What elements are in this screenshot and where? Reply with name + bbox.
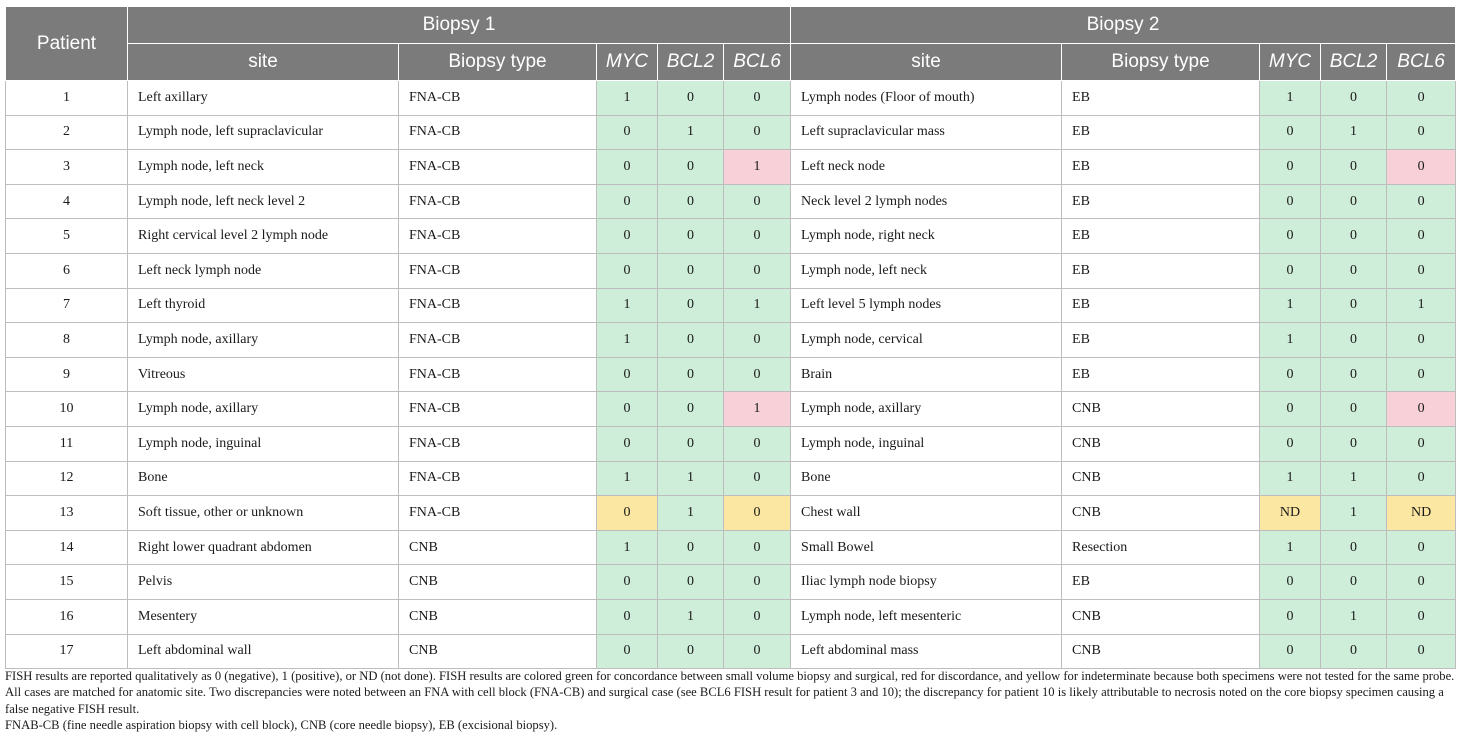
myc2-cell: 0 [1260,565,1321,600]
bcl2-2-cell: 0 [1321,634,1387,669]
bcl6-1-cell: 0 [724,115,791,150]
bcl2-2-cell: 0 [1321,323,1387,358]
site1-cell: Right cervical level 2 lymph node [128,219,399,254]
bcl2-1-cell: 0 [658,565,724,600]
patient-cell: 2 [6,115,128,150]
bcl2-1-cell: 0 [658,392,724,427]
myc1-header: MYC [597,44,658,81]
biopsy-type1-cell: CNB [399,530,597,565]
patient-cell: 16 [6,599,128,634]
biopsy-type2-cell: EB [1062,565,1260,600]
biopsy-type1-cell: FNA-CB [399,323,597,358]
patient-cell: 4 [6,184,128,219]
site2-cell: Left supraclavicular mass [791,115,1062,150]
myc2-cell: 1 [1260,288,1321,323]
myc2-cell: 1 [1260,323,1321,358]
biopsy-type1-cell: FNA-CB [399,184,597,219]
fish-results-table [5,6,1456,669]
bcl2-1-cell: 0 [658,426,724,461]
biopsy1-header: Biopsy 1 [128,7,791,44]
bcl2-1-cell: 0 [658,184,724,219]
bcl6-1-cell: 0 [724,634,791,669]
table-body [6,81,1456,669]
biopsy-type2-cell: CNB [1062,634,1260,669]
site2-cell: Lymph node, left neck [791,253,1062,288]
table-row [6,634,1456,669]
site2-cell: Neck level 2 lymph nodes [791,184,1062,219]
bcl6-1-cell: 0 [724,565,791,600]
bcl6-1-cell: 0 [724,461,791,496]
bcl6-2-cell: 0 [1387,323,1456,358]
bcl2-2-header: BCL2 [1321,44,1387,81]
site2-header: site [791,44,1062,81]
biopsy-type1-cell: FNA-CB [399,115,597,150]
myc2-cell: 0 [1260,392,1321,427]
bcl6-2-cell: 0 [1387,426,1456,461]
site1-header: site [128,44,399,81]
bcl6-2-cell: 0 [1387,115,1456,150]
myc2-cell: 0 [1260,115,1321,150]
myc1-cell: 0 [597,496,658,531]
bcl6-1-cell: 0 [724,426,791,461]
bcl6-1-cell: 1 [724,150,791,185]
patient-cell: 15 [6,565,128,600]
site2-cell: Lymph node, inguinal [791,426,1062,461]
myc1-cell: 0 [597,150,658,185]
site1-cell: Lymph node, left neck level 2 [128,184,399,219]
table-row [6,115,1456,150]
myc2-cell: 1 [1260,81,1321,116]
biopsy2-header: Biopsy 2 [791,7,1456,44]
site1-cell: Soft tissue, other or unknown [128,496,399,531]
biopsy-type2-cell: EB [1062,184,1260,219]
bcl2-2-cell: 1 [1321,461,1387,496]
myc1-cell: 0 [597,392,658,427]
bcl6-2-cell: 0 [1387,219,1456,254]
biopsy-type1-cell: FNA-CB [399,253,597,288]
site1-cell: Lymph node, left neck [128,150,399,185]
bcl6-1-cell: 0 [724,81,791,116]
bcl2-1-cell: 0 [658,288,724,323]
bcl6-2-cell: 0 [1387,461,1456,496]
bcl2-2-cell: 0 [1321,565,1387,600]
bcl6-2-cell: 0 [1387,634,1456,669]
bcl2-2-cell: 0 [1321,81,1387,116]
patient-cell: 1 [6,81,128,116]
site2-cell: Lymph node, right neck [791,219,1062,254]
biopsy-type2-cell: CNB [1062,599,1260,634]
patient-cell: 14 [6,530,128,565]
site2-cell: Left neck node [791,150,1062,185]
biopsy-type2-cell: CNB [1062,496,1260,531]
myc2-cell: 0 [1260,219,1321,254]
biopsy-type1-cell: FNA-CB [399,357,597,392]
table-row [6,530,1456,565]
bcl6-1-header: BCL6 [724,44,791,81]
bcl6-2-cell: 0 [1387,150,1456,185]
myc2-cell: 0 [1260,599,1321,634]
biopsy-type2-cell: EB [1062,323,1260,358]
bcl6-1-cell: 0 [724,530,791,565]
patient-cell: 12 [6,461,128,496]
site1-cell: Lymph node, axillary [128,392,399,427]
patient-cell: 8 [6,323,128,358]
site1-cell: Left thyroid [128,288,399,323]
bcl2-2-cell: 0 [1321,530,1387,565]
bcl6-2-cell: 1 [1387,288,1456,323]
site2-cell: Lymph node, cervical [791,323,1062,358]
bcl6-1-cell: 0 [724,219,791,254]
table-row [6,426,1456,461]
table-row [6,392,1456,427]
bcl6-2-cell: 0 [1387,565,1456,600]
myc1-cell: 0 [597,184,658,219]
table-row [6,150,1456,185]
bcl2-2-cell: 1 [1321,599,1387,634]
bcl2-1-cell: 0 [658,253,724,288]
table-row [6,253,1456,288]
site2-cell: Lymph node, left mesenteric [791,599,1062,634]
site1-cell: Lymph node, axillary [128,323,399,358]
site1-cell: Pelvis [128,565,399,600]
bcl2-1-cell: 0 [658,357,724,392]
myc2-cell: 1 [1260,461,1321,496]
biopsy-type1-cell: FNA-CB [399,288,597,323]
bcl6-1-cell: 0 [724,253,791,288]
biopsy-type1-header: Biopsy type [399,44,597,81]
patient-cell: 17 [6,634,128,669]
footnote-legend: FISH results are reported qualitatively as 0 (negative), 1 (positive), or ND (not done). FISH results are colored green for concordance between small volume biopsy and surgical, red for discordance, and yellow for indeterminate because both specimens were not tested for the same probe. All cases are matched for anatomic site. Two discrepancies were noted between an FNA with cell block (FNA-CB) and surgical case (see BCL6 FISH result for patient 3 and 10); the discrepancy for patient 10 is likely attributable to necrosis noted on the core biopsy specimen causing a false negative FISH result. [5,669,1455,716]
bcl2-2-cell: 0 [1321,426,1387,461]
site1-cell: Vitreous [128,357,399,392]
myc1-cell: 0 [597,357,658,392]
myc1-cell: 0 [597,253,658,288]
myc2-cell: 0 [1260,150,1321,185]
patient-cell: 7 [6,288,128,323]
patient-cell: 11 [6,426,128,461]
biopsy-type1-cell: CNB [399,565,597,600]
myc2-header: MYC [1260,44,1321,81]
bcl2-1-cell: 0 [658,219,724,254]
biopsy-type2-cell: CNB [1062,392,1260,427]
bcl2-2-cell: 0 [1321,150,1387,185]
bcl2-1-cell: 1 [658,461,724,496]
table-row [6,496,1456,531]
biopsy-type2-cell: Resection [1062,530,1260,565]
biopsy-type2-cell: EB [1062,288,1260,323]
table-row [6,81,1456,116]
site2-cell: Left abdominal mass [791,634,1062,669]
site1-cell: Left abdominal wall [128,634,399,669]
myc1-cell: 1 [597,323,658,358]
site2-cell: Left level 5 lymph nodes [791,288,1062,323]
bcl6-2-cell: 0 [1387,392,1456,427]
bcl2-1-cell: 1 [658,115,724,150]
myc1-cell: 0 [597,426,658,461]
bcl2-2-cell: 0 [1321,357,1387,392]
bcl2-1-cell: 0 [658,634,724,669]
bcl2-1-cell: 0 [658,530,724,565]
biopsy-type2-cell: EB [1062,219,1260,254]
myc1-cell: 0 [597,565,658,600]
bcl6-2-cell: 0 [1387,184,1456,219]
bcl2-1-cell: 1 [658,599,724,634]
table-row [6,184,1456,219]
biopsy-type2-cell: EB [1062,253,1260,288]
site1-cell: Right lower quadrant abdomen [128,530,399,565]
table-footnotes [5,668,1457,734]
site2-cell: Lymph node, axillary [791,392,1062,427]
bcl2-1-header: BCL2 [658,44,724,81]
bcl6-2-cell: 0 [1387,530,1456,565]
footnote-abbreviations: FNAB-CB (fine needle aspiration biopsy with cell block), CNB (core needle biopsy), EB (excisional biopsy). [5,718,558,733]
biopsy-type1-cell: FNA-CB [399,81,597,116]
myc2-cell: ND [1260,496,1321,531]
bcl6-1-cell: 0 [724,496,791,531]
site2-cell: Iliac lymph node biopsy [791,565,1062,600]
site1-cell: Lymph node, inguinal [128,426,399,461]
patient-cell: 10 [6,392,128,427]
bcl2-2-cell: 0 [1321,392,1387,427]
biopsy-type2-cell: EB [1062,150,1260,185]
table-row [6,219,1456,254]
patient-header: Patient [6,7,128,81]
bcl2-1-cell: 1 [658,496,724,531]
site1-cell: Lymph node, left supraclavicular [128,115,399,150]
bcl2-2-cell: 0 [1321,219,1387,254]
site1-cell: Bone [128,461,399,496]
bcl2-2-cell: 0 [1321,253,1387,288]
myc1-cell: 0 [597,599,658,634]
myc1-cell: 1 [597,530,658,565]
myc2-cell: 0 [1260,253,1321,288]
myc1-cell: 0 [597,634,658,669]
site2-cell: Brain [791,357,1062,392]
bcl6-2-cell: 0 [1387,81,1456,116]
myc1-cell: 0 [597,219,658,254]
table-header [6,7,1456,81]
site1-cell: Left axillary [128,81,399,116]
bcl2-2-cell: 1 [1321,115,1387,150]
site2-cell: Bone [791,461,1062,496]
bcl6-1-cell: 0 [724,357,791,392]
myc2-cell: 0 [1260,634,1321,669]
table-row [6,599,1456,634]
bcl6-2-cell: 0 [1387,599,1456,634]
table-row [6,565,1456,600]
table-row [6,357,1456,392]
biopsy-type2-cell: EB [1062,357,1260,392]
bcl2-2-cell: 1 [1321,496,1387,531]
patient-cell: 3 [6,150,128,185]
biopsy-type1-cell: CNB [399,634,597,669]
bcl2-1-cell: 0 [658,150,724,185]
biopsy-type2-cell: CNB [1062,461,1260,496]
bcl2-2-cell: 0 [1321,288,1387,323]
site1-cell: Left neck lymph node [128,253,399,288]
patient-cell: 6 [6,253,128,288]
fish-results-table-container [5,6,1455,669]
myc2-cell: 0 [1260,184,1321,219]
myc1-cell: 0 [597,115,658,150]
table-row [6,288,1456,323]
biopsy-type1-cell: FNA-CB [399,496,597,531]
myc2-cell: 1 [1260,530,1321,565]
bcl6-1-cell: 1 [724,392,791,427]
biopsy-type1-cell: FNA-CB [399,461,597,496]
myc2-cell: 0 [1260,426,1321,461]
biopsy-type1-cell: FNA-CB [399,150,597,185]
biopsy-type2-cell: EB [1062,81,1260,116]
patient-cell: 13 [6,496,128,531]
bcl2-2-cell: 0 [1321,184,1387,219]
bcl6-2-header: BCL6 [1387,44,1456,81]
myc1-cell: 1 [597,288,658,323]
myc2-cell: 0 [1260,357,1321,392]
bcl6-1-cell: 0 [724,323,791,358]
bcl6-1-cell: 0 [724,184,791,219]
bcl6-1-cell: 0 [724,599,791,634]
site1-cell: Mesentery [128,599,399,634]
table-row [6,461,1456,496]
biopsy-type2-cell: EB [1062,115,1260,150]
bcl6-2-cell: 0 [1387,357,1456,392]
patient-cell: 9 [6,357,128,392]
site2-cell: Chest wall [791,496,1062,531]
patient-cell: 5 [6,219,128,254]
bcl6-2-cell: 0 [1387,253,1456,288]
site2-cell: Small Bowel [791,530,1062,565]
biopsy-type2-cell: CNB [1062,426,1260,461]
bcl2-1-cell: 0 [658,323,724,358]
biopsy-type1-cell: FNA-CB [399,392,597,427]
biopsy-type1-cell: FNA-CB [399,219,597,254]
biopsy-type1-cell: FNA-CB [399,426,597,461]
bcl6-1-cell: 1 [724,288,791,323]
biopsy-type2-header: Biopsy type [1062,44,1260,81]
site2-cell: Lymph nodes (Floor of mouth) [791,81,1062,116]
myc1-cell: 1 [597,81,658,116]
bcl2-1-cell: 0 [658,81,724,116]
myc1-cell: 1 [597,461,658,496]
biopsy-type1-cell: CNB [399,599,597,634]
bcl6-2-cell: ND [1387,496,1456,531]
table-row [6,323,1456,358]
